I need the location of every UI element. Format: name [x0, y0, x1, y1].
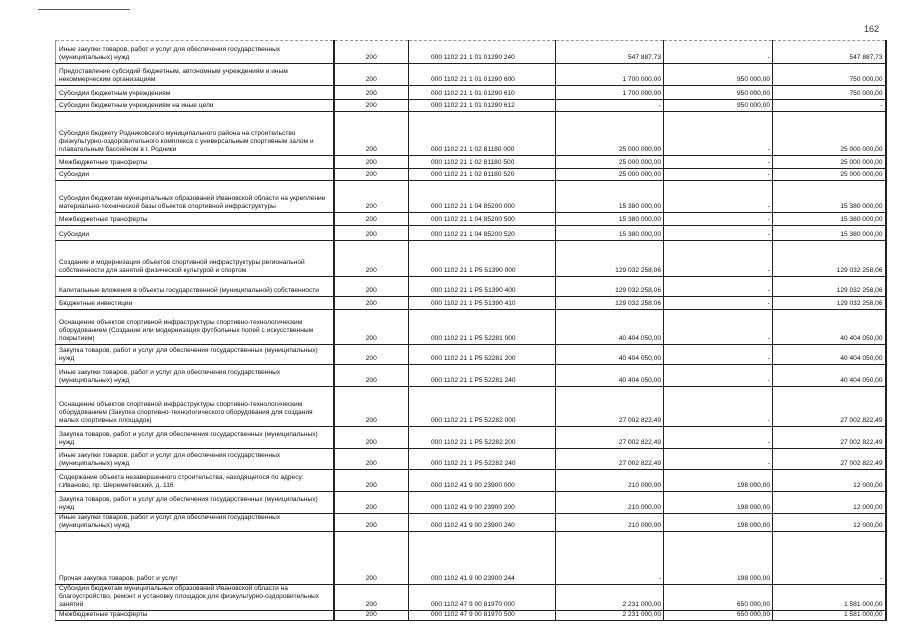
row-line-code: 200: [334, 532, 409, 585]
row-executed: 950 000,00: [664, 64, 773, 86]
row-name: Закупка товаров, работ и услуг для обеспечения государственных (муниципальных) нужд: [56, 427, 334, 449]
row-approved: 129 032 258,06: [556, 277, 664, 297]
row-remaining: 12 000,00: [773, 514, 886, 532]
row-line-code: 200: [334, 181, 409, 213]
row-executed: 198 000,00: [664, 492, 773, 514]
row-line-code: 200: [334, 310, 409, 345]
row-name: Субсидии: [56, 226, 334, 241]
row-executed: 198 000,00: [664, 514, 773, 532]
row-remaining: -: [773, 532, 886, 585]
row-executed: -: [664, 169, 773, 181]
row-budget-code: 000 1102 21 1 P5 52282 240: [409, 449, 556, 470]
row-name: Закупка товаров, работ и услуг для обеспечения государственных (муниципальных) нужд: [56, 345, 334, 365]
row-name: Содержание объекта незавершенного строительства, находящегося по адресу: г.Иваново, пр. Шереметевский, д. 116: [56, 470, 334, 492]
row-line-code: 200: [334, 226, 409, 241]
table-row: [56, 585, 886, 611]
row-executed: 650 000,00: [664, 611, 773, 621]
row-name: Прочая закупка товаров, работ и услуг: [56, 532, 334, 585]
row-name: Оснащение объектов спортивной инфраструктуры спортивно-технологическим оборудованием (Закупка спортивно-технологического оборудования для создания малых спортивных площадок): [56, 387, 334, 427]
row-executed: -: [664, 213, 773, 226]
table-row: [56, 492, 886, 514]
row-budget-code: 000 1102 21 1 P5 52282 000: [409, 387, 556, 427]
row-executed: 198 000,00: [664, 532, 773, 585]
row-name: Субсидии: [56, 169, 334, 181]
row-budget-code: 000 1102 47 9 00 81970 500: [409, 611, 556, 621]
row-approved: 15 380 000,00: [556, 213, 664, 226]
row-remaining: 15 380 000,00: [773, 226, 886, 241]
row-budget-code: 000 1102 21 1 01 01290 612: [409, 100, 556, 112]
row-budget-code: 000 1102 21 1 P5 51390 000: [409, 241, 556, 277]
row-remaining: 27 002 822,49: [773, 387, 886, 427]
row-remaining: 15 380 000,00: [773, 181, 886, 213]
row-remaining: 129 032 258,06: [773, 277, 886, 297]
table-row: [56, 427, 886, 449]
row-approved: -: [556, 100, 664, 112]
row-executed: -: [664, 387, 773, 427]
row-line-code: 200: [334, 470, 409, 492]
row-name: Иные закупки товаров, работ и услуг для обеспечения государственных (муниципальных) нужд: [56, 514, 334, 532]
table-row: [56, 86, 886, 100]
table-row: [56, 514, 886, 532]
table-row: [56, 213, 886, 226]
row-budget-code: 000 1102 21 1 01 01290 240: [409, 41, 556, 64]
row-approved: 25 000 000,00: [556, 169, 664, 181]
row-remaining: 27 002 822,49: [773, 449, 886, 470]
row-approved: 1 700 000,00: [556, 64, 664, 86]
row-budget-code: 000 1102 21 1 P5 52282 200: [409, 427, 556, 449]
row-executed: -: [664, 226, 773, 241]
row-executed: -: [664, 365, 773, 387]
table-row: [56, 365, 886, 387]
row-name: Капитальные вложения в объекты государственной (муниципальной) собственности: [56, 277, 334, 297]
row-budget-code: 000 1102 21 1 P5 52281 200: [409, 345, 556, 365]
table-row: [56, 310, 886, 345]
row-approved: 15 380 000,00: [556, 181, 664, 213]
row-line-code: 200: [334, 64, 409, 86]
row-budget-code: 000 1102 41 9 00 23900 244: [409, 532, 556, 585]
row-budget-code: 000 1102 21 1 02 81180 500: [409, 156, 556, 169]
row-budget-code: 000 1102 21 1 01 01290 610: [409, 86, 556, 100]
header-rule: [38, 9, 130, 10]
row-name: Субсидии бюджетным учреждениям: [56, 86, 334, 100]
row-name: Иные закупки товаров, работ и услуг для обеспечения государственных (муниципальных) нужд: [56, 365, 334, 387]
row-budget-code: 000 1102 41 9 00 23900 240: [409, 514, 556, 532]
row-approved: 15 380 000,00: [556, 226, 664, 241]
row-line-code: 200: [334, 365, 409, 387]
row-approved: 27 002 822,49: [556, 427, 664, 449]
row-remaining: 750 000,00: [773, 86, 886, 100]
table-row: [56, 156, 886, 169]
row-line-code: 200: [334, 514, 409, 532]
row-budget-code: 000 1102 21 1 02 81180 000: [409, 112, 556, 156]
table-row: [56, 277, 886, 297]
row-remaining: -: [773, 100, 886, 112]
row-budget-code: 000 1102 21 1 04 85200 520: [409, 226, 556, 241]
row-approved: 547 887,73: [556, 41, 664, 64]
row-executed: -: [664, 41, 773, 64]
row-approved: 210 000,00: [556, 470, 664, 492]
row-name: Субсидии бюджетам муниципальных образований Ивановской области на укрепление материально-технической базы объектов спортивной инфраструктуры: [56, 181, 334, 213]
row-executed: 950 000,00: [664, 100, 773, 112]
row-line-code: 200: [334, 611, 409, 621]
table-row: [56, 470, 886, 492]
row-line-code: 200: [334, 156, 409, 169]
table-row: [56, 532, 886, 585]
row-remaining: 1 581 000,00: [773, 611, 886, 621]
row-line-code: 200: [334, 41, 409, 64]
row-budget-code: 000 1102 21 1 04 85200 500: [409, 213, 556, 226]
row-name: Бюджетные инвестиции: [56, 297, 334, 310]
row-remaining: 12 000,00: [773, 470, 886, 492]
row-approved: 25 000 000,00: [556, 112, 664, 156]
table-row: [56, 387, 886, 427]
row-name: Межбюджетные трансферты: [56, 156, 334, 169]
row-budget-code: 000 1102 21 1 04 85200 000: [409, 181, 556, 213]
row-line-code: 200: [334, 297, 409, 310]
row-line-code: 200: [334, 100, 409, 112]
row-line-code: 200: [334, 213, 409, 226]
table-row: [56, 181, 886, 213]
row-budget-code: 000 1102 21 1 P5 52281 000: [409, 310, 556, 345]
row-remaining: 15 380 000,00: [773, 213, 886, 226]
row-remaining: 129 032 258,06: [773, 241, 886, 277]
row-remaining: 40 404 050,00: [773, 365, 886, 387]
row-executed: -: [664, 427, 773, 449]
row-line-code: 200: [334, 169, 409, 181]
row-approved: 210 000,00: [556, 492, 664, 514]
row-budget-code: 000 1102 21 1 01 01290 600: [409, 64, 556, 86]
row-remaining: 25 000 000,00: [773, 169, 886, 181]
table-row: [56, 169, 886, 181]
row-budget-code: 000 1102 47 9 00 81970 000: [409, 585, 556, 611]
row-executed: -: [664, 112, 773, 156]
row-approved: 40 404 050,00: [556, 365, 664, 387]
row-remaining: 750 000,00: [773, 64, 886, 86]
row-approved: 210 000,00: [556, 514, 664, 532]
row-remaining: 12 000,00: [773, 492, 886, 514]
row-executed: -: [664, 156, 773, 169]
row-remaining: 1 581 000,00: [773, 585, 886, 611]
row-name: Субсидии бюджетным учреждениям на иные цели: [56, 100, 334, 112]
row-remaining: 27 002 822,49: [773, 427, 886, 449]
table-row: [56, 345, 886, 365]
row-name: Закупка товаров, работ и услуг для обеспечения государственных (муниципальных) нужд: [56, 492, 334, 514]
row-line-code: 200: [334, 241, 409, 277]
table-row: [56, 112, 886, 156]
row-remaining: 25 000 000,00: [773, 112, 886, 156]
table-row: [56, 41, 886, 64]
row-executed: -: [664, 277, 773, 297]
row-budget-code: 000 1102 21 1 P5 52281 240: [409, 365, 556, 387]
page-number: 162: [864, 24, 880, 34]
row-budget-code: 000 1102 21 1 02 81180 520: [409, 169, 556, 181]
row-budget-code: 000 1102 41 9 00 23900 200: [409, 492, 556, 514]
row-approved: 25 000 000,00: [556, 156, 664, 169]
row-line-code: 200: [334, 585, 409, 611]
table-row: [56, 226, 886, 241]
table-row: [56, 100, 886, 112]
row-approved: 2 231 000,00: [556, 611, 664, 621]
row-approved: 27 002 822,49: [556, 387, 664, 427]
row-approved: 129 032 258,06: [556, 241, 664, 277]
table-row: [56, 64, 886, 86]
row-name: Иные закупки товаров, работ и услуг для обеспечения государственных (муниципальных) нужд: [56, 41, 334, 64]
budget-table: [55, 40, 887, 621]
row-name: Иные закупки товаров, работ и услуг для обеспечения государственных (муниципальных) нужд: [56, 449, 334, 470]
row-remaining: 547 887,73: [773, 41, 886, 64]
row-line-code: 200: [334, 492, 409, 514]
row-executed: -: [664, 241, 773, 277]
table-row: [56, 449, 886, 470]
row-approved: 2 231 000,00: [556, 585, 664, 611]
row-approved: 40 404 050,00: [556, 310, 664, 345]
row-executed: 650 000,00: [664, 585, 773, 611]
row-executed: -: [664, 449, 773, 470]
table-row: [56, 297, 886, 310]
row-executed: -: [664, 310, 773, 345]
row-line-code: 200: [334, 86, 409, 100]
row-line-code: 200: [334, 277, 409, 297]
row-line-code: 200: [334, 449, 409, 470]
row-remaining: 40 404 050,00: [773, 310, 886, 345]
row-remaining: 25 000 000,00: [773, 156, 886, 169]
row-executed: 198 000,00: [664, 470, 773, 492]
table-row: [56, 611, 886, 621]
table-row: [56, 241, 886, 277]
row-name: Предоставление субсидий бюджетным, автономным учреждениям и иным некоммерческим организациям: [56, 64, 334, 86]
row-executed: -: [664, 297, 773, 310]
row-name: Оснащение объектов спортивной инфраструктуры спортивно-технологическим оборудованием (Создание или модернизация футбольных полей с искусственным покрытием): [56, 310, 334, 345]
row-approved: 40 404 050,00: [556, 345, 664, 365]
row-budget-code: 000 1102 41 9 00 23900 000: [409, 470, 556, 492]
row-line-code: 200: [334, 112, 409, 156]
row-approved: 27 002 822,49: [556, 449, 664, 470]
row-line-code: 200: [334, 427, 409, 449]
row-name: Межбюджетные трансферты: [56, 611, 334, 621]
row-executed: -: [664, 181, 773, 213]
row-remaining: 129 032 258,06: [773, 297, 886, 310]
row-budget-code: 000 1102 21 1 P5 51390 400: [409, 277, 556, 297]
row-executed: -: [664, 345, 773, 365]
row-approved: 1 700 000,00: [556, 86, 664, 100]
row-executed: 950 000,00: [664, 86, 773, 100]
row-line-code: 200: [334, 345, 409, 365]
row-name: Субсидия бюджету Родниковского муниципального района на строительство физкультурно-оздоровительного комплекса с универсальным спортивным залом и плавательным бассейном в г. Родники: [56, 112, 334, 156]
row-line-code: 200: [334, 387, 409, 427]
row-remaining: 40 404 050,00: [773, 345, 886, 365]
row-name: Субсидии бюджетам муниципальных образований Ивановской области на благоустройство, ремонт и установку площадок для физкультурно-оздоровительных занятий: [56, 585, 334, 611]
row-approved: 129 032 258,06: [556, 297, 664, 310]
row-name: Межбюджетные трансферты: [56, 213, 334, 226]
row-budget-code: 000 1102 21 1 P5 51390 410: [409, 297, 556, 310]
row-name: Создание и модернизация объектов спортивной инфраструктуры региональной собственности для занятий физической культурой и спортом: [56, 241, 334, 277]
row-approved: -: [556, 532, 664, 585]
